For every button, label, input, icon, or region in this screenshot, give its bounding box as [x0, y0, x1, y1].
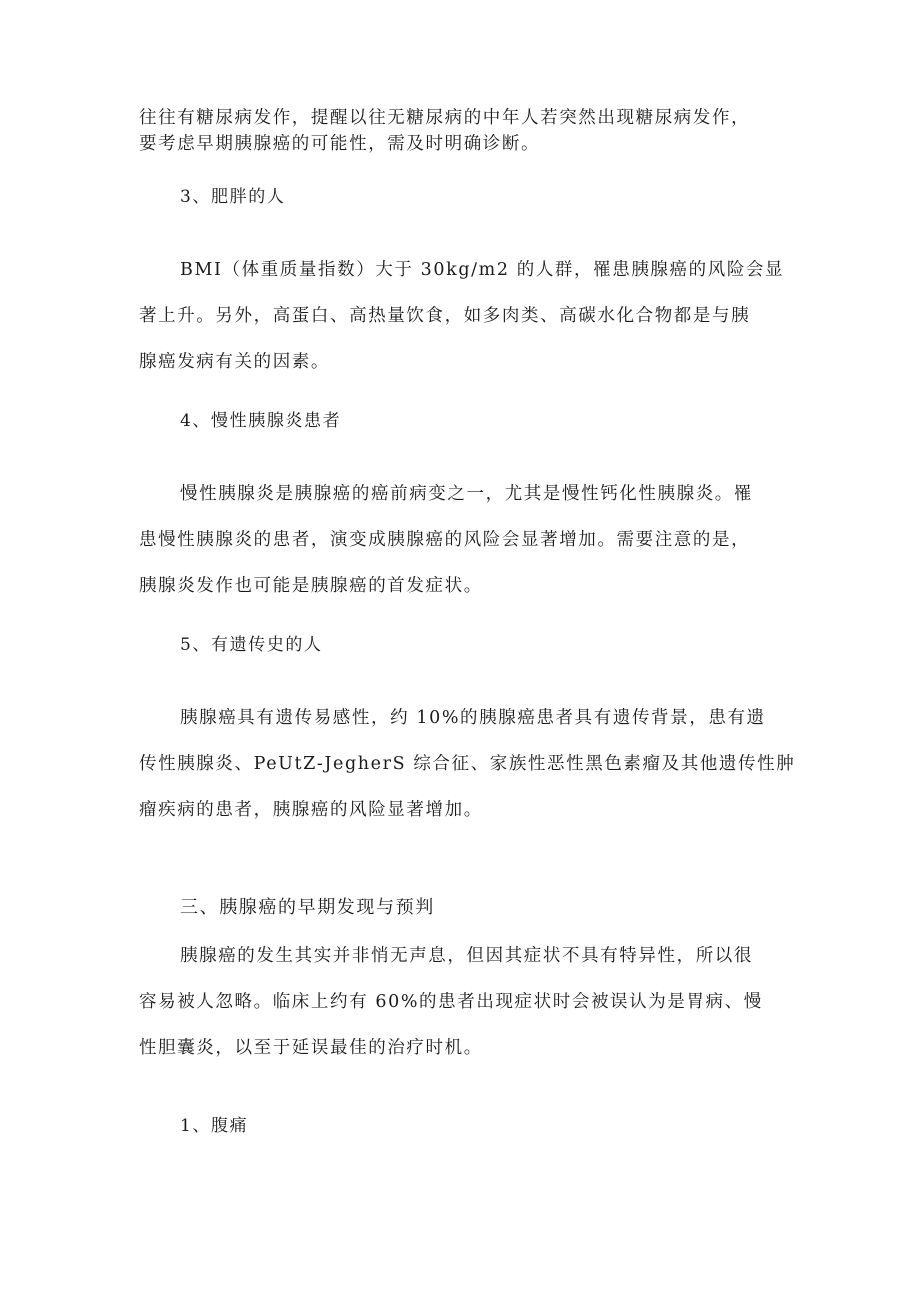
paragraph-line: 著上升。另外，高蛋白、高热量饮食，如多肉类、高碳水化合物都是与胰 [139, 306, 751, 326]
paragraph-line: 瘤疾病的患者，胰腺癌的风险显著增加。 [139, 800, 483, 820]
subheading-chronic-pancreatitis: 4、慢性胰腺炎患者 [180, 411, 342, 431]
paragraph-line: 容易被人忽略。临床上约有 60%的患者出现症状时会被误认为是胃病、慢 [139, 992, 763, 1012]
section-heading-early-detection: 三、胰腺癌的早期发现与预判 [180, 897, 435, 918]
paragraph-line: BMI（体重质量指数）大于 30kg∕m2 的人群，罹患胰腺癌的风险会显 [180, 260, 785, 280]
subheading-hereditary: 5、有遗传史的人 [180, 635, 323, 655]
paragraph-line: 胰腺癌具有遗传易感性，约 10%的胰腺癌患者具有遗传背景，患有遗 [180, 708, 766, 728]
paragraph-line: 慢性胰腺炎是胰腺癌的癌前病变之一，尤其是慢性钙化性胰腺炎。罹 [180, 484, 753, 504]
paragraph-line: 往往有糖尿病发作，提醒以往无糖尿病的中年人若突然出现糖尿病发作， [139, 108, 751, 128]
paragraph-line: 性胆囊炎，以至于延误最佳的治疗时机。 [139, 1038, 483, 1058]
subheading-obese: 3、肥胖的人 [180, 187, 286, 207]
paragraph-line: 胰腺癌的发生其实并非悄无声息，但因其症状不具有特异性，所以很 [180, 946, 753, 966]
paragraph-line: 传性胰腺炎、PeUtZ-JegherS 综合征、家族性恶性黑色素瘤及其他遗传性肿 [139, 754, 796, 774]
paragraph-line: 要考虑早期胰腺癌的可能性，需及时明确诊断。 [139, 134, 541, 154]
paragraph-line: 患慢性胰腺炎的患者，演变成胰腺癌的风险会显著增加。需要注意的是， [139, 530, 751, 550]
paragraph-line: 胰腺炎发作也可能是胰腺癌的首发症状。 [139, 576, 483, 596]
subheading-abdominal-pain: 1、腹痛 [180, 1116, 249, 1136]
paragraph-line: 腺癌发病有关的因素。 [139, 352, 330, 372]
